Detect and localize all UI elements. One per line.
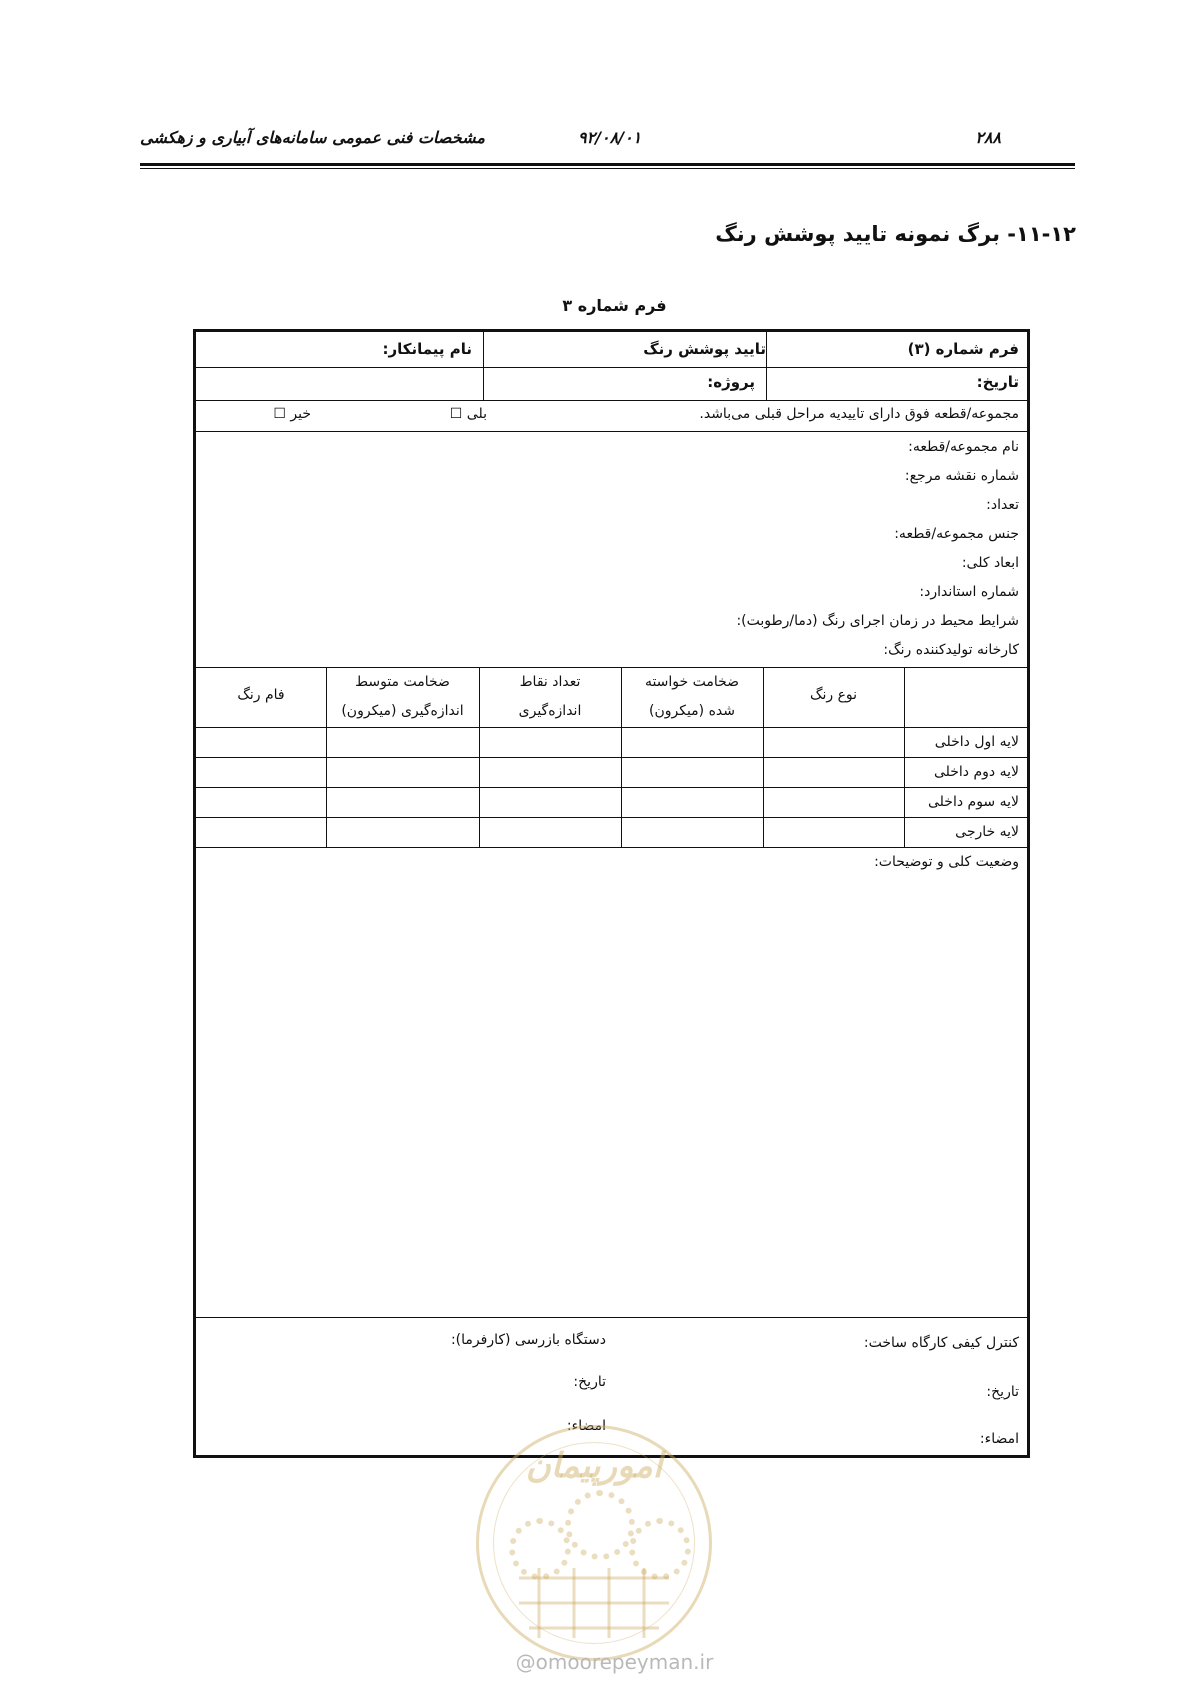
qc-date-label: تاریخ: xyxy=(986,1384,1019,1400)
top-row-divider xyxy=(483,367,1027,368)
header-points-count-2: اندازه‌گیری xyxy=(518,703,582,719)
grid-icon xyxy=(519,1568,669,1638)
field-assembly-name: نام مجموعه/قطعه: xyxy=(908,439,1019,455)
inspector-label: دستگاه بازرسی (کارفرما): xyxy=(450,1332,606,1348)
watermark-url: @omoorepeyman.ir xyxy=(515,1650,714,1674)
field-quantity: تعداد: xyxy=(986,497,1019,513)
field-standard-number: شماره استاندارد: xyxy=(919,584,1019,600)
header-required-thickness-1: ضخامت خواسته xyxy=(644,674,740,690)
field-material: جنس مجموعه/قطعه: xyxy=(894,526,1019,542)
field-dimensions: ابعاد کلی: xyxy=(961,555,1019,571)
contractor-label: نام پیمانکار: xyxy=(382,340,472,358)
qc-label: کنترل کیفی کارگاه ساخت: xyxy=(863,1335,1019,1351)
row-label-inner-1: لایه اول داخلی xyxy=(934,734,1019,750)
top-divider-2 xyxy=(766,332,767,400)
watermark-stamp xyxy=(476,1425,712,1661)
row-label-inner-3: لایه سوم داخلی xyxy=(928,794,1019,810)
top-section-bottom xyxy=(196,400,1027,401)
project-label: پروژه: xyxy=(707,373,755,391)
header-paint-type: نوع رنگ xyxy=(809,687,858,703)
header-avg-thickness-2: اندازه‌گیری (میکرون) xyxy=(341,703,464,719)
form-caption: فرم شماره ۳ xyxy=(562,296,667,315)
field-ambient-conditions: شرایط محیط در زمان اجرای رنگ (دما/رطوبت): xyxy=(736,613,1019,629)
header-paint-shade: فام رنگ xyxy=(237,687,285,703)
gear-icon xyxy=(565,1490,635,1560)
field-drawing-number: شماره نقشه مرجع: xyxy=(904,468,1019,484)
remarks-label: وضعیت کلی و توضیحات: xyxy=(874,854,1019,870)
form-number: فرم شماره (۳) xyxy=(907,340,1019,358)
approval-no-checkbox[interactable]: خیر ☐ xyxy=(273,406,311,422)
inspector-date-label: تاریخ: xyxy=(573,1374,606,1390)
table-header-bottom xyxy=(196,727,1027,728)
table-top xyxy=(196,667,1027,668)
row-label-outer: لایه خارجی xyxy=(955,824,1019,840)
section-title: ۱۱-۱۲- برگ نمونه تایید پوشش رنگ xyxy=(715,222,1076,246)
header-rule-thick xyxy=(140,163,1075,166)
form-subject: تایید پوشش رنگ xyxy=(643,340,766,358)
qc-sign-label: امضاء: xyxy=(979,1431,1019,1447)
watermark-stamp-text: امورپیمان xyxy=(525,1446,663,1486)
header-points-count-1: تعداد نقاط xyxy=(519,674,581,690)
header-book-title: مشخصات فنی عمومی سامانه‌های آبیاری و زهکشی xyxy=(140,128,485,147)
header-avg-thickness-1: ضخامت متوسط xyxy=(355,674,450,690)
page-number: ۲۸۸ xyxy=(975,128,1001,147)
form-frame xyxy=(193,329,1030,1458)
approval-row-bottom xyxy=(196,431,1027,432)
header-date: ۹۲/۰۸/۰۱ xyxy=(578,128,642,147)
field-paint-manufacturer: کارخانه تولیدکننده رنگ: xyxy=(883,642,1019,658)
table-bottom xyxy=(196,847,1027,848)
approval-question: مجموعه/قطعه فوق دارای تاییدیه مراحل قبلی می‌باشد. xyxy=(699,406,1019,422)
header-rule-thin xyxy=(140,168,1075,169)
header-required-thickness-2: شده (میکرون) xyxy=(648,703,735,719)
inspector-sign-label: امضاء: xyxy=(566,1418,606,1434)
top-date-label: تاریخ: xyxy=(976,373,1019,391)
remarks-bottom xyxy=(196,1317,1027,1318)
approval-yes-checkbox[interactable]: بلی ☐ xyxy=(449,406,487,422)
row-label-inner-2: لایه دوم داخلی xyxy=(933,764,1019,780)
